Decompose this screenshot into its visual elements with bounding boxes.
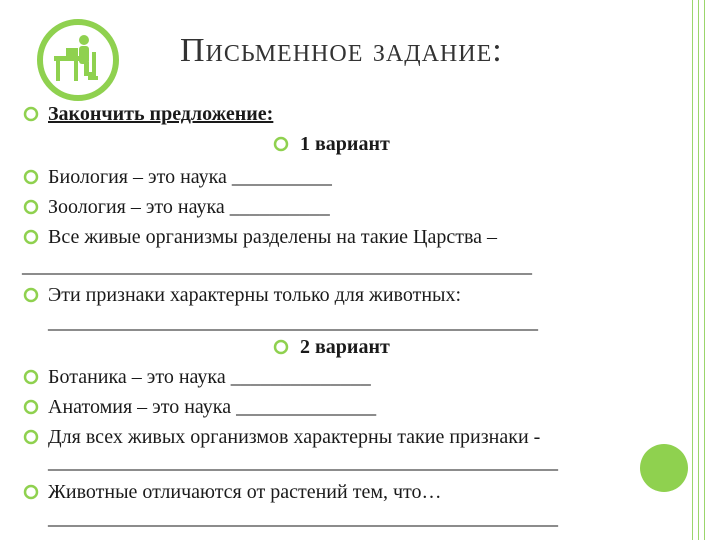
page-title: Письменное задание:	[180, 32, 503, 69]
circle-bullet-icon	[22, 228, 40, 246]
list-item: Эти признаки характерны только для животных:	[48, 284, 462, 306]
list-item: Анатомия – это наука ______________	[48, 396, 377, 418]
answer-line: ___________________________________________________	[48, 507, 558, 529]
circle-bullet-icon	[22, 368, 40, 386]
circle-bullet-icon	[22, 483, 40, 501]
circle-bullet-icon	[22, 428, 40, 446]
decorative-frame	[686, 0, 720, 540]
variant-1-heading: 1 вариант	[300, 133, 390, 155]
answer-line: ___________________________________________________	[22, 255, 532, 277]
variant-2-heading: 2 вариант	[300, 336, 390, 358]
circle-bullet-icon	[22, 398, 40, 416]
circle-bullet-icon	[272, 135, 290, 153]
person-at-desk-icon	[36, 18, 120, 102]
circle-bullet-icon	[22, 168, 40, 186]
list-item: Все живые организмы разделены на такие Царства –	[48, 226, 498, 248]
decorative-circle	[640, 444, 688, 492]
list-item: Для всех живых организмов характерны такие признаки -	[48, 426, 541, 448]
circle-bullet-icon	[22, 286, 40, 304]
answer-line: _________________________________________________	[48, 311, 538, 333]
circle-bullet-icon	[22, 105, 40, 123]
circle-bullet-icon	[22, 198, 40, 216]
answer-line: ___________________________________________________	[48, 451, 558, 473]
circle-bullet-icon	[272, 338, 290, 356]
list-item: Ботаника – это наука ______________	[48, 366, 371, 388]
list-item: Биология – это наука __________	[48, 166, 332, 188]
instruction-text: Закончить предложение:	[48, 103, 274, 125]
list-item: Животные отличаются от растений тем, что…	[48, 481, 442, 503]
list-item: Зоология – это наука __________	[48, 196, 330, 218]
